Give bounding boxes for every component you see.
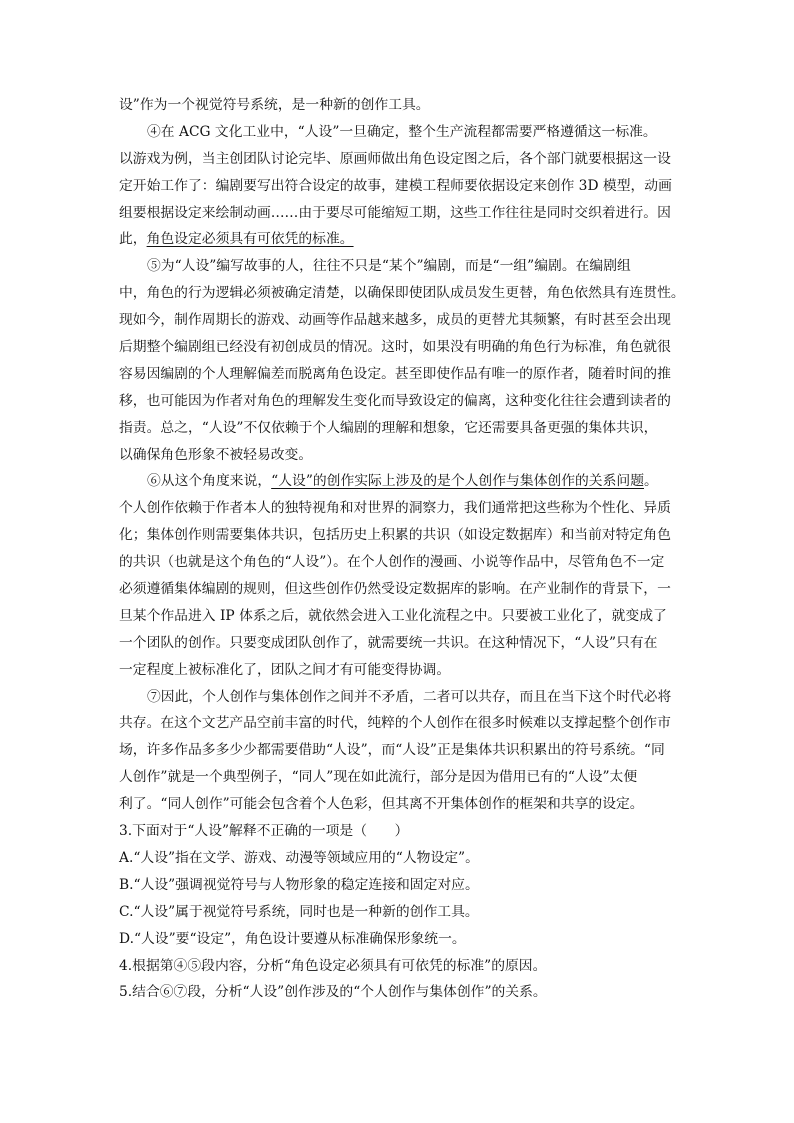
- para4-line: [119, 226, 689, 253]
- option-c: C.“人设”属于视觉符号系统，同时也是一种新的创作工具。: [119, 903, 479, 920]
- document-page: [119, 92, 689, 1006]
- para4-line: ④在 ACG 文化工业中，“人设”一旦确定，整个生产流程都需要严格遵循这一标准。: [147, 123, 657, 140]
- para4-line: 以游戏为例，当主创团队讨论完毕、原画师做出角色设定图之后，各个部门就要根据这一设: [119, 150, 671, 167]
- question-4: 4.根据第④⑤段内容，分析“角色设定必须具有可依凭的标准”的原因。: [119, 957, 547, 974]
- para5-line: ⑤为“人设”编写故事的人，往往不只是“某个”编剧，而是“一组”编剧。在编剧组: [147, 258, 631, 275]
- underlined-phrase: 角色设定必须具有可依凭的标准。: [146, 231, 354, 248]
- underlined-phrase: “人设”的创作实际上涉及的是个人创作与集体创作的关系问题: [271, 473, 644, 490]
- para7-line: 利了。“同人创作”可能会包含着个人色彩，但其离不开集体创作的框架和共享的设定。: [119, 796, 644, 813]
- para6-text: 。: [644, 473, 658, 490]
- para6-line: [119, 468, 689, 495]
- para6-line: 个人创作依赖于作者本人的独特视角和对世界的洞察力，我们通常把这些称为个性化、异质: [119, 500, 671, 517]
- para6-text: ⑥从这个角度来说，: [147, 473, 272, 490]
- para5-line: 以确保角色形象不被轻易改变。: [119, 446, 313, 463]
- question-5: 5.结合⑥⑦段，分析“人设”创作涉及的“个人创作与集体创作”的关系。: [119, 984, 547, 1001]
- option-b: B.“人设”强调视觉符号与人物形象的稳定连接和固定对应。: [119, 876, 479, 893]
- para5-line: 移，也可能因为作者对角色的理解发生变化而导致设定的偏离，这种变化往往会遭到读者的: [119, 392, 671, 409]
- question-3: 3.下面对于“人设”解释不正确的一项是（ ）: [119, 823, 409, 840]
- para4-text: 此，: [119, 231, 147, 248]
- para6-line: 一个团队的创作。只要变成团队创作了，就需要统一共识。在这种情况下，“人设”只有在: [119, 634, 658, 651]
- para5-line: 现如今，制作周期长的游戏、动画等作品越来越多，成员的更替尤其频繁，有时甚至会出现: [119, 312, 671, 329]
- para3-line: 设”作为一个视觉符号系统，是一种新的创作工具。: [119, 97, 430, 113]
- para4-line: 组要根据设定来绘制动画……由于要尽可能缩短工期，这些工作往往是同时交织着进行。因: [119, 204, 671, 221]
- para5-line: 指责。总之，“人设”不仅依赖于个人编剧的理解和想象，它还需要具备更强的集体共识，: [119, 419, 658, 436]
- para6-line: 化；集体创作则需要集体共识，包括历史上积累的共识（如设定数据库）和当前对特定角色: [119, 527, 671, 544]
- para7-line: 人创作”就是一个典型例子，“同人”现在如此流行，部分是因为借用已有的“人设”太便: [119, 769, 638, 786]
- option-d: D.“人设”要“设定”，角色设计要遵从标准确保形象统一。: [119, 930, 466, 947]
- para5-line: 后期整个编剧组已经没有初创成员的情况。这时，如果没有明确的角色行为标准，角色就很: [119, 339, 671, 356]
- para7-line: 共存。在这个文艺产品空前丰富的时代，纯粹的个人创作在很多时候难以支撑起整个创作市: [119, 715, 671, 732]
- para6-line: 一定程度上被标准化了，团队之间才有可能变得协调。: [119, 661, 451, 678]
- para6-line: 旦某个作品进入 IP 体系之后，就依然会进入工业化流程之中。只要被工业化了，就变成了: [119, 607, 667, 624]
- para5-line: 中，角色的行为逻辑必须被确定清楚，以确保即使团队成员发生更替，角色依然具有连贯性。: [119, 285, 685, 302]
- para7-line: 场，许多作品多多少少都需要借助“人设”，而“人设”正是集体共识积累出的符号系统。“同: [119, 742, 665, 759]
- para7-line: ⑦因此，个人创作与集体创作之间并不矛盾，二者可以共存，而且在当下这个时代必将: [147, 688, 672, 705]
- para4-line: 定开始工作了：编剧要写出符合设定的故事，建模工程师要依据设定来创作 3D 模型，动画: [119, 177, 672, 194]
- para5-line: 容易因编剧的个人理解偏差而脱离角色设定。甚至即使作品有唯一的原作者，随着时间的推: [119, 365, 671, 382]
- para6-line: 的共识（也就是这个角色的“人设”）。在个人创作的漫画、小说等作品中，尽管角色不一定: [119, 554, 665, 571]
- para6-line: 必须遵循集体编剧的规则，但这些创作仍然受设定数据库的影响。在产业制作的背景下，一: [119, 581, 671, 598]
- option-a: A.“人设”指在文学、游戏、动漫等领域应用的“人物设定”。: [119, 849, 479, 866]
